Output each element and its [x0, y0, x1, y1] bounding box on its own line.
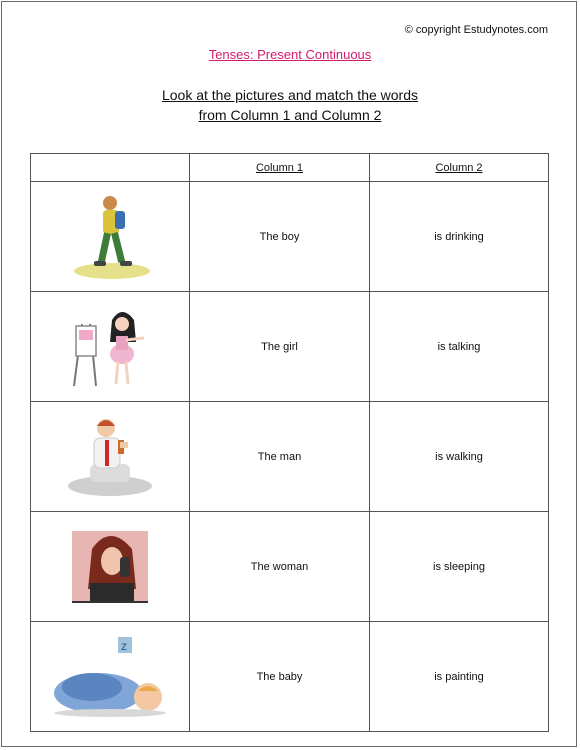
column-1-cell: The man — [190, 402, 370, 512]
column-1-cell: The woman — [190, 512, 370, 622]
picture-cell — [31, 622, 190, 732]
column-2-cell: is walking — [370, 402, 549, 512]
worksheet-subtitle: Tenses: Present Continuous — [208, 47, 372, 62]
instruction-line-2: from Column 1 and Column 2 — [198, 107, 382, 123]
picture-cell — [31, 292, 190, 402]
picture-column-header — [31, 154, 190, 182]
table-row — [31, 292, 549, 402]
table-row — [31, 402, 549, 512]
svg-text:z: z — [121, 638, 127, 653]
walking-boy-icon — [60, 191, 160, 283]
drinking-man-icon — [60, 414, 160, 500]
picture-cell — [31, 402, 190, 512]
table-header-row — [31, 154, 549, 182]
column-1-cell: The baby — [190, 622, 370, 732]
table-row — [31, 622, 549, 732]
copyright-notice: © copyright Estudynotes.com — [404, 24, 548, 36]
column-2-cell: is drinking — [370, 182, 549, 292]
column-1-cell: The girl — [190, 292, 370, 402]
column-2-cell: is sleeping — [370, 512, 549, 622]
table-row — [31, 182, 549, 292]
painting-girl-icon — [60, 304, 160, 390]
sleeping-baby-icon — [50, 635, 170, 719]
picture-cell — [31, 182, 190, 292]
column-1-header: Column 1 — [190, 154, 370, 182]
column-2-header: Column 2 — [370, 154, 549, 182]
instruction-line-1: Look at the pictures and match the words — [161, 87, 419, 103]
picture-cell — [31, 512, 190, 622]
column-2-cell: is talking — [370, 292, 549, 402]
table-row — [31, 512, 549, 622]
talking-woman-icon — [70, 527, 150, 607]
column-2-cell: is painting — [370, 622, 549, 732]
column-1-cell: The boy — [190, 182, 370, 292]
matching-table — [30, 153, 549, 732]
